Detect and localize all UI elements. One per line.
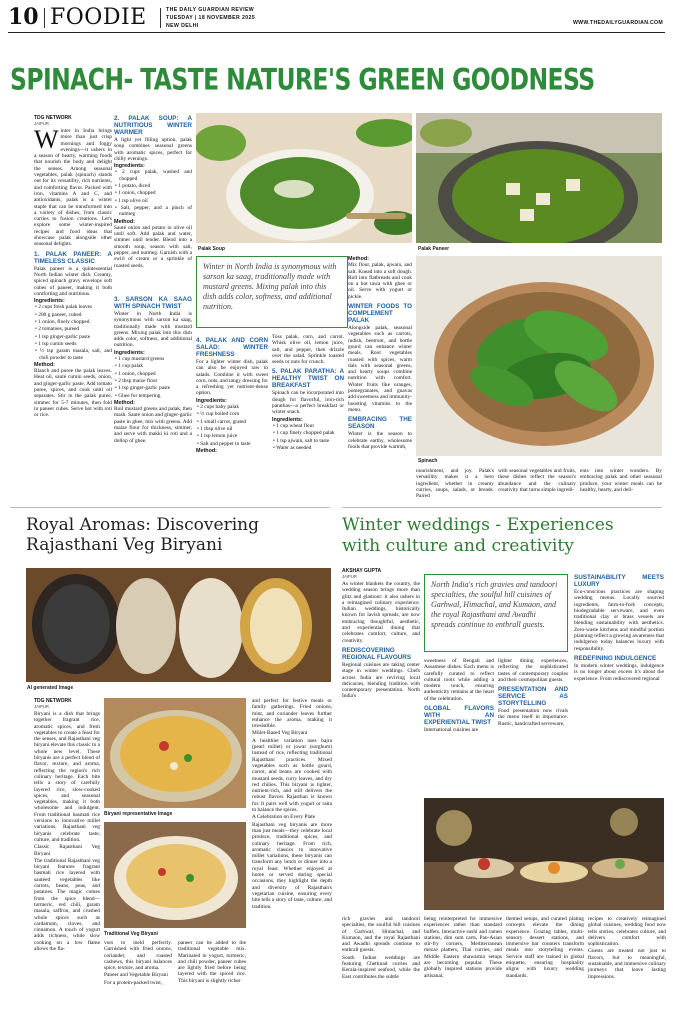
spinach-column-5 [348, 256, 412, 484]
palak-paneer-illustration [416, 113, 662, 243]
masthead-divider [160, 8, 161, 28]
ingredient-item: • 1 onion, chopped [114, 190, 192, 196]
traditional-biryani-illustration [104, 822, 246, 928]
biryani-column-1 [34, 698, 100, 1018]
spinach-headline: SPINACH- TASTE NATURE'S GREEN GOODNESS [10, 62, 595, 97]
wedding-buffet-illustration [424, 798, 664, 910]
ingredient-item: • 1 tsp cumin seeds [34, 341, 112, 347]
recipe-4-ingredients-label: Ingredients: [196, 397, 227, 404]
weddings-column-6: being reinterpreted for immersive experiences rather than standard buffets. Interactive sushi and ramen stations, dim sum carts, Pan-Asian stir-fry corners, Mediterranean mezze platters, Thai curries, and Middle Eastern shawarma setups are becoming popular. These globally inspired stations provide artisanal, [424, 916, 502, 979]
weddings-column-3 [498, 658, 568, 804]
recipe-2-text: A light yet filling option, palak soup combines seasonal greens with aromatic spices, perfect for chilly evenings. [114, 137, 192, 162]
weddings-text-11: recipes to creatively reimagined global cuisines, wedding food now tells stories, celebrates culture, and delivers comfort with sophistication. [588, 916, 666, 948]
ingredient-item: • 1 onion, chopped [114, 371, 192, 377]
ingredient-item: • 1 potato, diced [114, 183, 192, 189]
biryani-byline: TDG NETWORK [34, 698, 72, 704]
spinach-column-1 [34, 115, 112, 485]
palak-paneer-caption: Palak Paneer [418, 246, 450, 252]
ingredient-item: • 1 cup wheat flour [272, 423, 344, 429]
paper-name: THE DAILY GUARDIAN REVIEW [166, 7, 255, 13]
issue-date: TUESDAY | 18 NOVEMBER 2025 [166, 15, 256, 21]
ingredient-item: • 2 cups palak, washed and chopped [114, 169, 192, 182]
recipe-1-method-label: Method: [34, 361, 55, 368]
biryani-representative-image [104, 698, 246, 808]
weddings-column-7: themed setups, and curated plating concepts elevate the dining experience. Grazing tables, multi-sensory dessert stations, and immersive bar counters transform meals into storytelling events. Service staff are trained in global etiquette, ensuring hospitality aligns with luxury wedding standards. [506, 916, 584, 979]
traditional-biryani-caption: Traditional Veg Biryani [104, 931, 158, 937]
indulgence-title: REDEFINING INDULGENCE [574, 654, 657, 662]
biryani-sub-2: Paneer and Vegetable Biryani [104, 972, 168, 979]
ingredient-item: • 1 tbsp olive oil [196, 426, 268, 432]
weddings-text-5: lighter dining experiences, reflecting the sophisticated tastes of contemporary couples and their cosmopolitan guests. [498, 658, 568, 683]
section-rule [10, 507, 330, 508]
biryani-ai-illustration [26, 568, 331, 682]
weddings-headline-line-1: Winter weddings - Experiences [342, 515, 614, 535]
biryani-sub-3: Millet-Based Veg Biryani [252, 730, 308, 737]
spinach-intro: Winter in India brings more than just crisp mornings and foggy evenings—it ushers in a season of hearty, warming foods that nourish the body and delight the senses. Among seasonal vegetables, palak (spinach) stands out for its versatility, rich nutrients, and comforting flavor. Packed with iron, vitamins A and C, and antioxidants, palak is a winter staple that can be transformed into a variety of dishes, from classic curries to fusion creations. Let's explore some winter-inspired recipes and food ideas that showcase palak alongside other seasonal delights. [34, 125, 112, 248]
embracing-season-text: Winter is the season to celebrate earthy, wholesome foods that provide warmth, [348, 431, 412, 450]
recipe-5-text: Spinach can be incorporated into dough for flavorful, iron-rich parathas—a perfect breakfast or winter snack. [272, 390, 344, 416]
biryani-ai-caption: AI generated Image [27, 685, 74, 691]
ingredient-item: • 1 cup mustard greens [114, 356, 192, 362]
ingredient-item: • Salt, pepper, and a pinch of nutmeg [114, 205, 192, 218]
weddings-text-6: Food presentation now rivals the menu itself in importance. Rustic, handcrafted serveware, [498, 708, 568, 727]
ingredient-item: • 2 tbsp maize flour [114, 378, 192, 384]
drop-cap: W [34, 125, 59, 154]
recipe-4-title: 4. PALAK AND CORN SALAD: WINTER FRESHNESS [196, 337, 268, 358]
recipe-3-method-label: Method: [114, 399, 135, 406]
ingredient-item: • ½ tsp garam masala, salt, and chili powder to taste [34, 348, 112, 361]
spinach-column-4 [272, 334, 344, 484]
biryani-sub-1: Classic Rajasthani Veg Biryani [34, 844, 100, 857]
ingredient-item: • 1 tsp ginger-garlic paste [34, 334, 112, 340]
recipe-2-method-label: Method: [114, 218, 135, 225]
biryani-column-3: paneer can be added to the traditional vegetable mix. Marinated in yogurt, turmeric, and chili powder, paneer cubes are lightly fried before being layered with the spiced rice. This biryani is slightly richer [178, 940, 246, 984]
recipe-1-method: Blanch and puree the palak leaves. Heat oil, sauté cumin seeds, onion, and ginger-garlic paste. Add tomato puree, spices, and cook until oil separates. Stir in the palak puree, simmer for 5-7 minutes, then fold in paneer cubes. Serve hot with roti or rice. [34, 368, 112, 419]
biryani-representative-caption: Biryani representative Image [104, 811, 173, 817]
biryani-text-4: For a protein-packed twist, [104, 979, 163, 986]
biryani-headline [26, 515, 331, 555]
weddings-text-3: sweetness of Bengali and Assamese dishes. Each menu is carefully curated to reflect cultural roots while adding a modern touch, ensuring authenticity remains at the heart of the celebration. [424, 658, 494, 702]
weddings-column-1 [342, 568, 420, 804]
recipe-5-method-label: Method: [348, 256, 369, 262]
ingredient-item: • 1 cup palak [114, 363, 192, 369]
ingredient-item: • Salt and pepper to taste [196, 441, 268, 447]
issue-city: NEW DELHI [166, 23, 199, 29]
spinach-illustration [416, 256, 662, 456]
spinach-image [416, 256, 662, 456]
weddings-column-8 [588, 916, 666, 1020]
weddings-location: JAIPUR [342, 574, 357, 579]
embracing-season-title: EMBRACING THE SEASON [348, 416, 412, 431]
biryani-column-4 [252, 698, 332, 1018]
ingredient-item: • 1 tsp olive oil [114, 198, 192, 204]
weddings-headline [342, 515, 667, 557]
recipe-5-ingredients-label: Ingredients: [272, 416, 303, 423]
ingredient-item: • 1 tsp ajwain, salt to taste [272, 438, 344, 444]
biryani-column-2 [104, 940, 172, 1018]
presentation-title: PRESENTATION AND SERVICE AS STORYTELLING [498, 686, 568, 708]
weddings-byline: AKSHAY GUPTA [342, 568, 382, 574]
ingredient-item: • 1 small carrot, grated [196, 419, 268, 425]
spinach-pull-quote: Winter in North India is synonymous with sarson ka saag, traditionally made with mustard greens. Mixing palak into this dish adds color, softness, and additional nutrition. [196, 256, 348, 328]
biryani-text-3: vors to meld perfectly. Garnished with fried onions, coriander, and roasted cashews, this biryani balances spice, texture, and aroma. [104, 940, 172, 972]
ingredient-item: • 200 g paneer, cubed [34, 312, 112, 318]
biryani-text-5: and perfect for festive meals or family gatherings. Fried onions, mint, and coriander leaves further enhance the aroma, making it irresistible. [252, 698, 332, 730]
ingredient-item: • 2 cups baby palak [196, 404, 268, 410]
weddings-headline-line-2: with culture and creativity [342, 536, 574, 556]
global-flavors-title: GLOBAL FLAVORS WITH AN EXPERIENTIAL TWIST [424, 705, 494, 727]
ingredient-item: • 2 tomatoes, pureed [34, 326, 112, 332]
weddings-column-5 [342, 916, 420, 1020]
spinach-tail-2: with seasonal vegetables and fruits, these dishes reflect the season's abundance and the culinary creativity that turns simple ingredi- [498, 468, 576, 493]
recipe-4-method: Toss palak, corn, and carrot. Whisk olive oil, lemon juice, salt, and pepper, then drizzle over the salad. Sprinkle toasted seeds or nuts for crunch. [272, 334, 344, 366]
masthead-divider [44, 8, 45, 28]
recipe-3-method: Boil mustard greens and palak, then mash. Sauté onion and ginger-garlic paste in ghee, mix with greens. Add maize flour for thickness, simmer, and serve with makki ki roti and a dollop of ghee. [114, 406, 192, 444]
spinach-tail-3: ents into winter wonders. By embracing palak and other seasonal produce, your winter meals can be healthy, hearty, and deli- [580, 468, 662, 493]
biryani-ai-image [26, 568, 331, 682]
ingredient-item: • 2 cups fresh palak leaves [34, 304, 112, 310]
recipe-5-method: Mix flour, palak, ajwain, and salt. Knead into a soft dough. Roll into flatbreads and cook on a hot tawa with ghee or oil. Serve with yogurt or pickle. [348, 262, 412, 300]
weddings-text-9: rich gravies and tandoori specialties, the soulful hill cuisines of Garhwal, Himachal, and Kumaon, and the royal Rajasthani and Awadhi spreads continue to enthrall guests. [342, 916, 420, 954]
page-number: 10 [8, 4, 39, 30]
traditional-biryani-image [104, 822, 246, 928]
spinach-location: JAIPUR [34, 121, 49, 126]
weddings-text-10: South Indian weddings are featuring Chettinad curries and Kerala-inspired seafood, while the East contributes the subtle [342, 954, 420, 980]
biryani-text-6: A healthier variation uses bajra (pearl millet) or jowar (sorghum) instead of rice, reflecting traditional Rajasthani practices. Mixed vegetables such as bottle gourd, carrot, and beans are cooked with mustard seeds, curry leaves, and dry red chilies. This biryani is lighter, nutrient-rich, and still delivers the robust flavors Rajasthan is known for. It pairs well with yogurt or raita to balance the spices. [252, 737, 332, 814]
ingredient-item: • Ghee for tempering [114, 393, 192, 399]
recipe-2-ingredients-label: Ingredients: [114, 163, 145, 170]
biryani-headline-line-2: Rajasthani Veg Biryani [26, 535, 223, 555]
palak-soup-illustration [196, 113, 412, 243]
recipe-2-method: Sauté onion and potato in olive oil until soft. Add palak and water, simmer until tender. Blend into a smooth soup, season with salt, pepper, and nutmeg. Garnish with a swirl of cream or a sprinkle of roasted seeds. [114, 224, 192, 269]
palak-soup-caption: Palak Soup [198, 246, 225, 252]
regional-flavours-title: REDISCOVERING REGIONAL FLAVOURS [342, 646, 412, 661]
recipe-1-ingredients-label: Ingredients: [34, 298, 65, 305]
section-rule [342, 507, 662, 508]
ingredient-item: • Water as needed [272, 445, 344, 451]
weddings-text-8: In modern winter weddings, indulgence is no longer about excess it's about the experience. From rediscovered regional [574, 662, 664, 682]
weddings-pull-quote: North India's rich gravies and tandoori specialties, the soulful hill cuisines of Garhwal, Himachal, and Kumaon, and the royal Rajasthani and Awadhi spreads continue to enthrall guests. [424, 574, 568, 652]
weddings-text-2: Regional cuisines are taking center stage in winter weddings. Chefs across India are reviving local delicacies, blending tradition with contemporary presentation. North India's [342, 661, 420, 700]
biryani-location: JAIPUR [34, 704, 49, 709]
recipe-3-ingredients-label: Ingredients: [114, 349, 145, 356]
spinach-caption: Spinach [418, 458, 438, 464]
recipe-4-method-label: Method: [196, 447, 217, 454]
spinach-column-2b [114, 293, 192, 483]
weddings-text-4: International cuisines are [424, 727, 479, 734]
winter-foods-title: WINTER FOODS TO COMPLEMENT PALAK [348, 303, 412, 325]
recipe-1-title: 1. PALAK PANEER: A TIMELESS CLASSIC [34, 250, 112, 265]
winter-foods-text: Alongside palak, seasonal vegetables such as carrots, radish, beetroot, and bottle gourd can enhance winter meals. Root vegetables roasted with spices, warm dals with seasonal greens, and hearty soups combine nutrition with comfort. Winter fruits like oranges, pomegranates, and guavas add sweetness and immunity-boosting vitamins to the menu. [348, 325, 412, 413]
recipe-3-title: 3. SARSON KA SAAG WITH SPINACH TWIST [114, 296, 192, 310]
spinach-tail-1: nourishment, and joy. Palak's versatility makes it a hero ingredient, whether in creamy curries, soups, salads, or breads. Paired [416, 468, 494, 500]
sustainability-title: SUSTAINABILITY MEETS LUXURY [574, 574, 664, 588]
section-title: FOODIE [50, 5, 147, 30]
weddings-text-12: Guests are treated not just to flavors, but to meaningful, sustainable, and immersive culinary journeys that leave lasting impressions. [588, 948, 666, 980]
recipe-4-text: For a lighter winter dish, palak can also be enjoyed raw in salads. Combine it with sweet corn, nuts, and tangy dressing for a refreshing yet nutrient-dense option. [196, 359, 268, 397]
ingredient-item: • 1 onion, finely chopped [34, 319, 112, 325]
ingredient-item: • 1 cup finely chopped palak [272, 430, 344, 436]
spinach-byline: TDG NETWORK [34, 115, 72, 121]
biryani-sub-4: A Celebration on Every Plate [252, 814, 316, 821]
biryani-representative-illustration [104, 698, 246, 808]
wedding-buffet-image [424, 798, 664, 910]
masthead-rule [8, 32, 665, 33]
recipe-5-title: 5. PALAK PARATHA: A HEALTHY TWIST ON BREAKFAST [272, 368, 344, 390]
biryani-text-1: Biryani is a dish that brings together fragrant rice, aromatic spices, and fresh vegetables to create a feast for the senses, and Rajasthani veg biryani elevate this classic to a whole new level. These biryanis are a perfect blend of flavor, texture, and aroma, reflecting the region's rich culinary heritage. Each bite tells a story of carefully layered rice, slow-cooked spices, and seasonal vegetables, making it both wholesome and indulgent. From traditional basmati rice versions to innovative millet variations, Rajasthani veg biryanis celebrate taste, culture, and tradition. [34, 711, 100, 843]
website-link[interactable]: WWW.THEDAILYGUARDIAN.COM [572, 20, 663, 26]
recipe-1-text: Palak paneer is a quintessential North Indian winter dish. Creamy, spiced spinach gravy envelops soft cubes of paneer, making it both comforting and nutritious. [34, 265, 112, 297]
weddings-column-2 [424, 658, 494, 804]
spinach-column-3 [196, 334, 268, 484]
biryani-headline-line-1: Royal Aromas: Discovering [26, 515, 259, 535]
biryani-text-7: Rajasthani veg biryanis are more than just meals—they celebrate local produce, traditional spices, and culinary heritage. From rich, aromatic classics to innovative millet variations, these biryanis can transform any lunch or dinner into a royal feast. Whether enjoyed at home or served during special occasions, they highlight the depth and diversity of Rajasthan's vegetarian cuisine, ensuring every bite tells a story of taste, culture, and tradition. [252, 821, 332, 910]
spinach-column-2 [114, 115, 192, 287]
ingredient-item: • 1 tsp lemon juice [196, 433, 268, 439]
palak-soup-image [196, 113, 412, 243]
weddings-text-1: As winter blankets the country, the wedding season brings more than glitz and glamour: it also ushers in a reimagined culinary experience. Indian weddings, historically known for lavish spreads, are now embracing thoughtful, aesthetic, and experiential dining that celebrates comfort, culture, and creativity. [342, 581, 420, 644]
recipe-3-text: Winter in North India is synonymous with sarson ka saag, traditionally made with mustard greens. Mixing palak into this dish adds color, softness, and additional nutrition. [114, 311, 192, 349]
biryani-text-2: The traditional Rajasthani veg biryani features fragrant basmati rice layered with sautéed vegetables like carrots, beans, peas, and potatoes. The magic comes from the spice blend—turmeric, red chili, garam masala, saffron, and crushed whole spices such as cardamom, cloves, and cinnamon. A touch of yogurt adds richness, while slow cooking on a low flame allows the fla- [34, 857, 100, 952]
ingredient-item: • ½ cup boiled corn [196, 411, 268, 417]
recipe-2-title: 2. PALAK SOUP: A NUTRITIOUS WINTER WARMER [114, 115, 192, 136]
ingredient-item: • 1 tsp ginger-garlic paste [114, 385, 192, 391]
palak-paneer-image [416, 113, 662, 243]
weddings-text-7: Eco-conscious practices are shaping wedding menus. Locally sourced ingredients, farm-to-fork concepts, biodegradable serveware, and even traditional clay or brass vessels are blending sustainability with aesthetics. Zero-waste kitchens and mindful portion planning reflect a growing awareness that indulgence today balances luxury with responsibility. [574, 589, 664, 652]
weddings-column-4 [574, 574, 664, 804]
